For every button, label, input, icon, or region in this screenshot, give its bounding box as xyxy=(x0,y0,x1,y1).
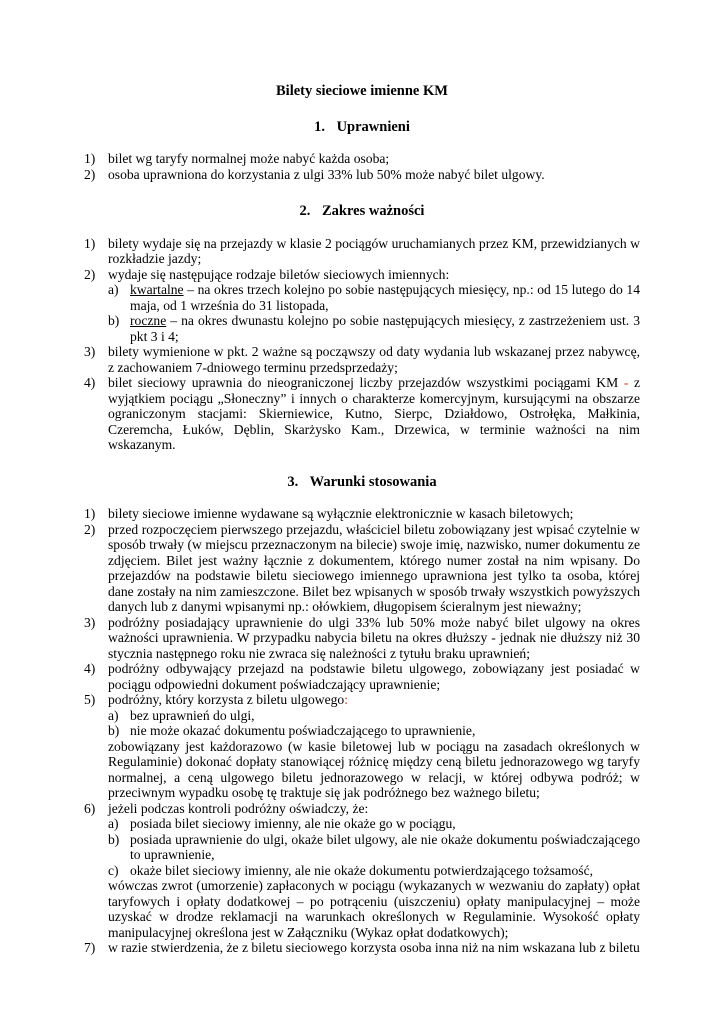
item-text: podróżny odbywający przejazd na podstawie biletu ulgowego, zobowiązany jest posiadać w pociągu odpowiedni dokument poświadczający uprawnienie; xyxy=(108,661,640,692)
sub-item xyxy=(84,723,640,739)
sub-item-letter: a) xyxy=(108,707,119,723)
section-2-heading xyxy=(84,204,640,220)
list-item xyxy=(84,236,640,267)
item-number: 1) xyxy=(84,506,96,521)
section-number: 3. xyxy=(287,473,299,490)
item-number: 1) xyxy=(84,151,96,166)
item-text: bilet sieciowy uprawnia do nieograniczonej liczby przejazdów wszystkimi pociągami KM xyxy=(108,375,624,390)
item-number: 2) xyxy=(84,266,96,282)
list-item xyxy=(84,522,640,615)
sub-item-text: – na okres dwunastu kolejno po sobie następujących miesięcy, z zastrzeżeniem ust. 3 pkt 3 i 4; xyxy=(130,313,640,344)
sub-item xyxy=(84,313,640,344)
item-text: wydaje się następujące rodzaje biletów sieciowych imiennych: xyxy=(108,266,450,282)
item-number: 3) xyxy=(84,344,96,359)
red-dash: - xyxy=(623,375,629,390)
item-text: podróżny, który korzysta z biletu ulgowego xyxy=(108,692,345,707)
list-item xyxy=(84,801,640,817)
sub-item xyxy=(84,863,640,879)
item-text: z wyjątkiem pociągu „Słoneczny” i innych o charakterze komercyjnym, kursującymi na obszarze ograniczonym stacjami: Skierniewice, Kutno, Sierpc, Działdowo, Ostrołęka, Małkinia, Czeremcha, Łuków, Dęblin, Skarżysko Kam., Drzewica, w terminie ważności na nim wskazanym. xyxy=(108,375,640,452)
section-number: 1. xyxy=(314,118,325,135)
list-item xyxy=(84,940,640,956)
sub-item-text: nie może okazać dokumentu poświadczającego to uprawnienie, xyxy=(130,723,476,738)
sub-item-text: – na okres trzech kolejno po sobie następujących miesięcy, np.: od 15 lutego do 14 maja, od 1 września do 31 listopada, xyxy=(130,282,640,313)
item-number: 3) xyxy=(84,614,96,630)
list-item xyxy=(84,151,640,167)
document-page xyxy=(84,84,640,956)
section-number: 2. xyxy=(299,203,311,219)
document-title: Bilety sieciowe imienne KM xyxy=(276,83,448,99)
sub-item xyxy=(84,708,640,724)
sub-item-text: bez uprawnień do ulgi, xyxy=(130,707,255,723)
sub-item-text: posiada bilet sieciowy imienny, ale nie okaże go w pociągu, xyxy=(130,816,456,831)
item-number: 5) xyxy=(84,692,96,707)
sub-item-letter: a) xyxy=(108,816,119,831)
term-underlined: roczne xyxy=(130,313,167,328)
item-number: 1) xyxy=(84,235,96,251)
item-number: 7) xyxy=(84,940,96,955)
sub-item-letter: a) xyxy=(108,282,119,297)
item-text: jeżeli podczas kontroli podróżny oświadczy, że: xyxy=(108,800,369,816)
list-item xyxy=(84,375,640,453)
list-item xyxy=(84,661,640,692)
continuation-paragraph: zobowiązany jest każdorazowo (w kasie biletowej lub w pociągu na zasadach określonych w Regulaminie) dokonać dopłaty stanowiącej różnicę między ceną biletu jednorazowego wg taryfy normalnej, a ceną ulgowego biletu jednorazowego w relacji, w której odbywa podróż; w przeciwnym wypadku osobę tę traktuje się jak podróżnego bez ważnego biletu; xyxy=(108,738,640,800)
sub-item xyxy=(84,832,640,863)
item-number: 4) xyxy=(84,375,96,390)
item-number: 6) xyxy=(84,800,96,816)
item-text: podróżny posiadający uprawnienie do ulgi 33% lub 50% może nabyć bilet ulgowy na okres ważności uprawnienia. W przypadku nabycia biletu na okres dłuższy - jednak nie dłuższy niż 30 stycznia następnego roku nie zwraca się należności z tytułu braku uprawnień; xyxy=(108,614,640,661)
red-colon: : xyxy=(344,692,348,707)
item-text: w razie stwierdzenia, że z biletu sieciowego korzysta osoba inna niż na nim wskazana lub z biletu xyxy=(108,940,640,955)
sub-item xyxy=(84,816,640,832)
list-item xyxy=(84,692,640,708)
section-title: Warunki stosowania xyxy=(309,473,437,490)
section-1-heading xyxy=(84,120,640,136)
item-text: bilety sieciowe imienne wydawane są wyłącznie elektronicznie w kasach biletowych; xyxy=(108,506,574,521)
continuation-paragraph: wówczas zwrot (umorzenie) zapłaconych w pociągu (wykazanych w wezwaniu do zapłaty) opłat taryfowych i opłaty dodatkowej – po potrąceniu (uiszczeniu) opłaty manipulacyjnej – może uzyskać w drodze reklamacji na warunkach określonych w Regulaminie. Wysokość opłaty manipulacyjnej określona jest w Załączniku (Wykaz opłat dodatkowych); xyxy=(108,878,640,940)
list-item xyxy=(84,506,640,522)
section-title: Zakres ważności xyxy=(322,203,425,219)
sub-item-text: okaże bilet sieciowy imienny, ale nie okaże dokumentu potwierdzającego tożsamość, xyxy=(130,862,594,878)
item-text: osoba uprawniona do korzystania z ulgi 33% lub 50% może nabyć bilet ulgowy. xyxy=(108,166,545,182)
sub-item xyxy=(84,282,640,313)
section-title: Uprawnieni xyxy=(336,118,410,135)
term-underlined: kwartalne xyxy=(130,282,184,297)
sub-item-letter: b) xyxy=(108,313,120,328)
section-3-heading xyxy=(84,475,640,491)
item-text: bilety wydaje się na przejazdy w klasie 2 pociągów uruchamianych przez KM, przewidzianych w rozkładzie jazdy; xyxy=(108,235,640,266)
list-item xyxy=(84,267,640,283)
list-item xyxy=(84,615,640,662)
item-number: 2) xyxy=(84,521,96,537)
sub-item-letter: b) xyxy=(108,831,120,847)
sub-item-letter: c) xyxy=(108,862,119,878)
item-text: bilet wg taryfy normalnej może nabyć każda osoba; xyxy=(108,151,390,166)
item-text: bilety wymienione w pkt. 2 ważne są począwszy od daty wydania lub wskazanej przez nabywcę, z zachowaniem 7-dniowego terminu przedsprzedaży; xyxy=(108,344,640,375)
item-number: 2) xyxy=(84,166,96,182)
list-item xyxy=(84,344,640,375)
sub-item-letter: b) xyxy=(108,723,120,738)
item-number: 4) xyxy=(84,661,96,676)
sub-item-text: posiada uprawnienie do ulgi, okaże bilet ulgowy, ale nie okaże dokumentu poświadczającego to uprawnienie, xyxy=(130,831,640,862)
list-item xyxy=(84,167,640,183)
item-text: przed rozpoczęciem pierwszego przejazdu, właściciel biletu zobowiązany jest wpisać czytelnie w sposób trwały (w miejscu przeznaczonym na bilecie) swoje imię, nazwisko, numer dokumentu ze zdjęciem. Bilet jest ważny łącznie z dokumentem, którego numer został na nim wpisany. Do przejazdów na podstawie biletu sieciowego imiennego uprawniona jest tylko ta osoba, której dane zostały na nim zamieszczone. Bilet bez wpisanych w sposób trwały wszystkich powyższych danych lub z danymi wpisanymi np.: ołówkiem, długopisem ścieralnym jest nieważny; xyxy=(108,521,640,614)
